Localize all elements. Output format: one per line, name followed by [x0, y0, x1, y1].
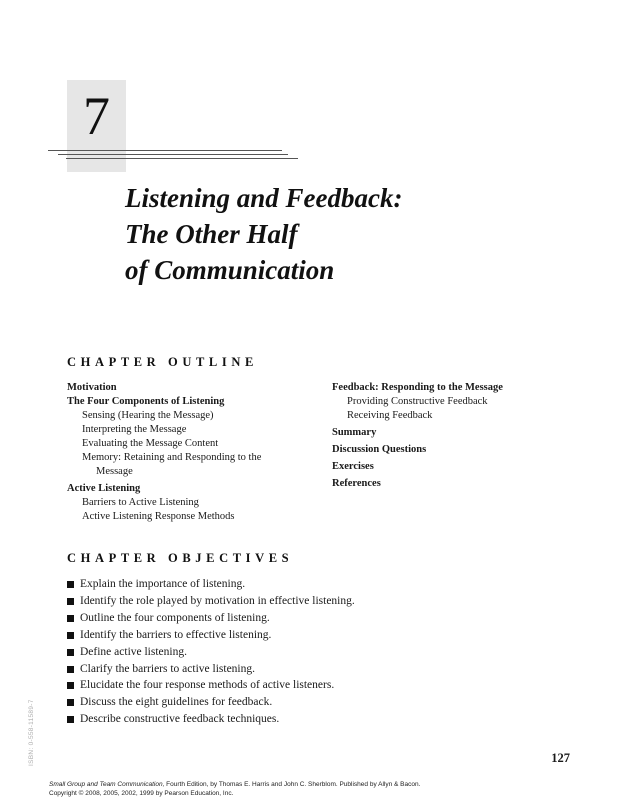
chapter-title-line: The Other Half	[125, 219, 298, 249]
outline-item: Motivation	[67, 382, 117, 393]
square-bullet-icon	[67, 682, 74, 689]
square-bullet-icon	[67, 699, 74, 706]
chapter-number: 7	[83, 86, 110, 146]
footer-book-title: Small Group and Team Communication,	[49, 781, 165, 788]
objective-item	[67, 627, 587, 644]
footer-copyright: Copyright © 2008, 2005, 2002, 1999 by Pearson Education, Inc.	[49, 789, 234, 797]
divider-rule	[48, 150, 282, 151]
outline-heading: CHAPTER OUTLINE	[67, 355, 258, 369]
chapter-title	[125, 180, 565, 288]
footer-publication-info: Fourth Edition, by Thomas E. Harris and John C. Sherblom. Published by Allyn & Bacon.	[164, 781, 421, 788]
outline-item: References	[332, 478, 381, 489]
objective-text: Explain the importance of listening.	[80, 578, 246, 590]
outline-subitem: Barriers to Active Listening	[82, 497, 199, 508]
objective-text: Elucidate the four response methods of active listeners.	[80, 679, 335, 692]
square-bullet-icon	[67, 598, 74, 605]
objective-text: Describe constructive feedback techniques.	[80, 713, 280, 726]
objectives-list	[67, 576, 587, 728]
objective-item	[67, 661, 587, 678]
objectives-heading: CHAPTER OBJECTIVES	[67, 551, 294, 565]
outline-subitem: Memory: Retaining and Responding to the	[82, 452, 262, 463]
square-bullet-icon	[67, 716, 74, 723]
objective-item	[67, 677, 587, 694]
outline-subitem: Providing Constructive Feedback	[347, 396, 488, 407]
objective-item	[67, 711, 587, 728]
outline-item: Feedback: Responding to the Message	[332, 382, 503, 393]
objective-item	[67, 576, 587, 593]
outline-subitem: Evaluating the Message Content	[82, 438, 219, 449]
objective-item	[67, 644, 587, 661]
outline-subitem: Sensing (Hearing the Message)	[82, 410, 214, 421]
outline-subitem: Interpreting the Message	[82, 424, 187, 435]
square-bullet-icon	[67, 615, 74, 622]
outline-item: Discussion Questions	[332, 444, 427, 455]
isbn-side-text: ISBN: 0-558-11589-7	[28, 699, 35, 766]
outline-item: Summary	[332, 427, 377, 438]
outline-item: Active Listening	[67, 483, 141, 494]
divider-rule	[66, 158, 298, 159]
chapter-title-line: of Communication	[125, 255, 335, 285]
objective-text: Clarify the barriers to active listening.	[80, 662, 255, 675]
objective-text: Define active listening.	[80, 645, 187, 658]
copyright-footer	[49, 781, 420, 798]
outline-item: The Four Components of Listening	[67, 396, 225, 407]
objective-item	[67, 593, 587, 610]
page-number: 127	[551, 751, 570, 765]
square-bullet-icon	[67, 581, 74, 588]
square-bullet-icon	[67, 632, 74, 639]
objective-item	[67, 694, 587, 711]
chapter-title-line: Listening and Feedback:	[125, 183, 403, 213]
outline-subitem: Receiving Feedback	[347, 410, 433, 421]
square-bullet-icon	[67, 649, 74, 656]
outline-left-column	[67, 381, 327, 524]
outline-subitem: Message	[96, 466, 133, 477]
objective-text: Outline the four components of listening.	[80, 611, 270, 624]
footer-line	[49, 781, 420, 790]
objective-text: Identify the role played by motivation in effective listening.	[80, 594, 355, 607]
divider-rule	[58, 154, 288, 155]
square-bullet-icon	[67, 666, 74, 673]
objective-item	[67, 610, 587, 627]
outline-right-column	[332, 381, 592, 491]
objective-text: Identify the barriers to effective listening.	[80, 628, 272, 641]
outline-subitem: Active Listening Response Methods	[82, 511, 235, 522]
outline-item: Exercises	[332, 461, 374, 472]
objective-text: Discuss the eight guidelines for feedback.	[80, 696, 273, 709]
